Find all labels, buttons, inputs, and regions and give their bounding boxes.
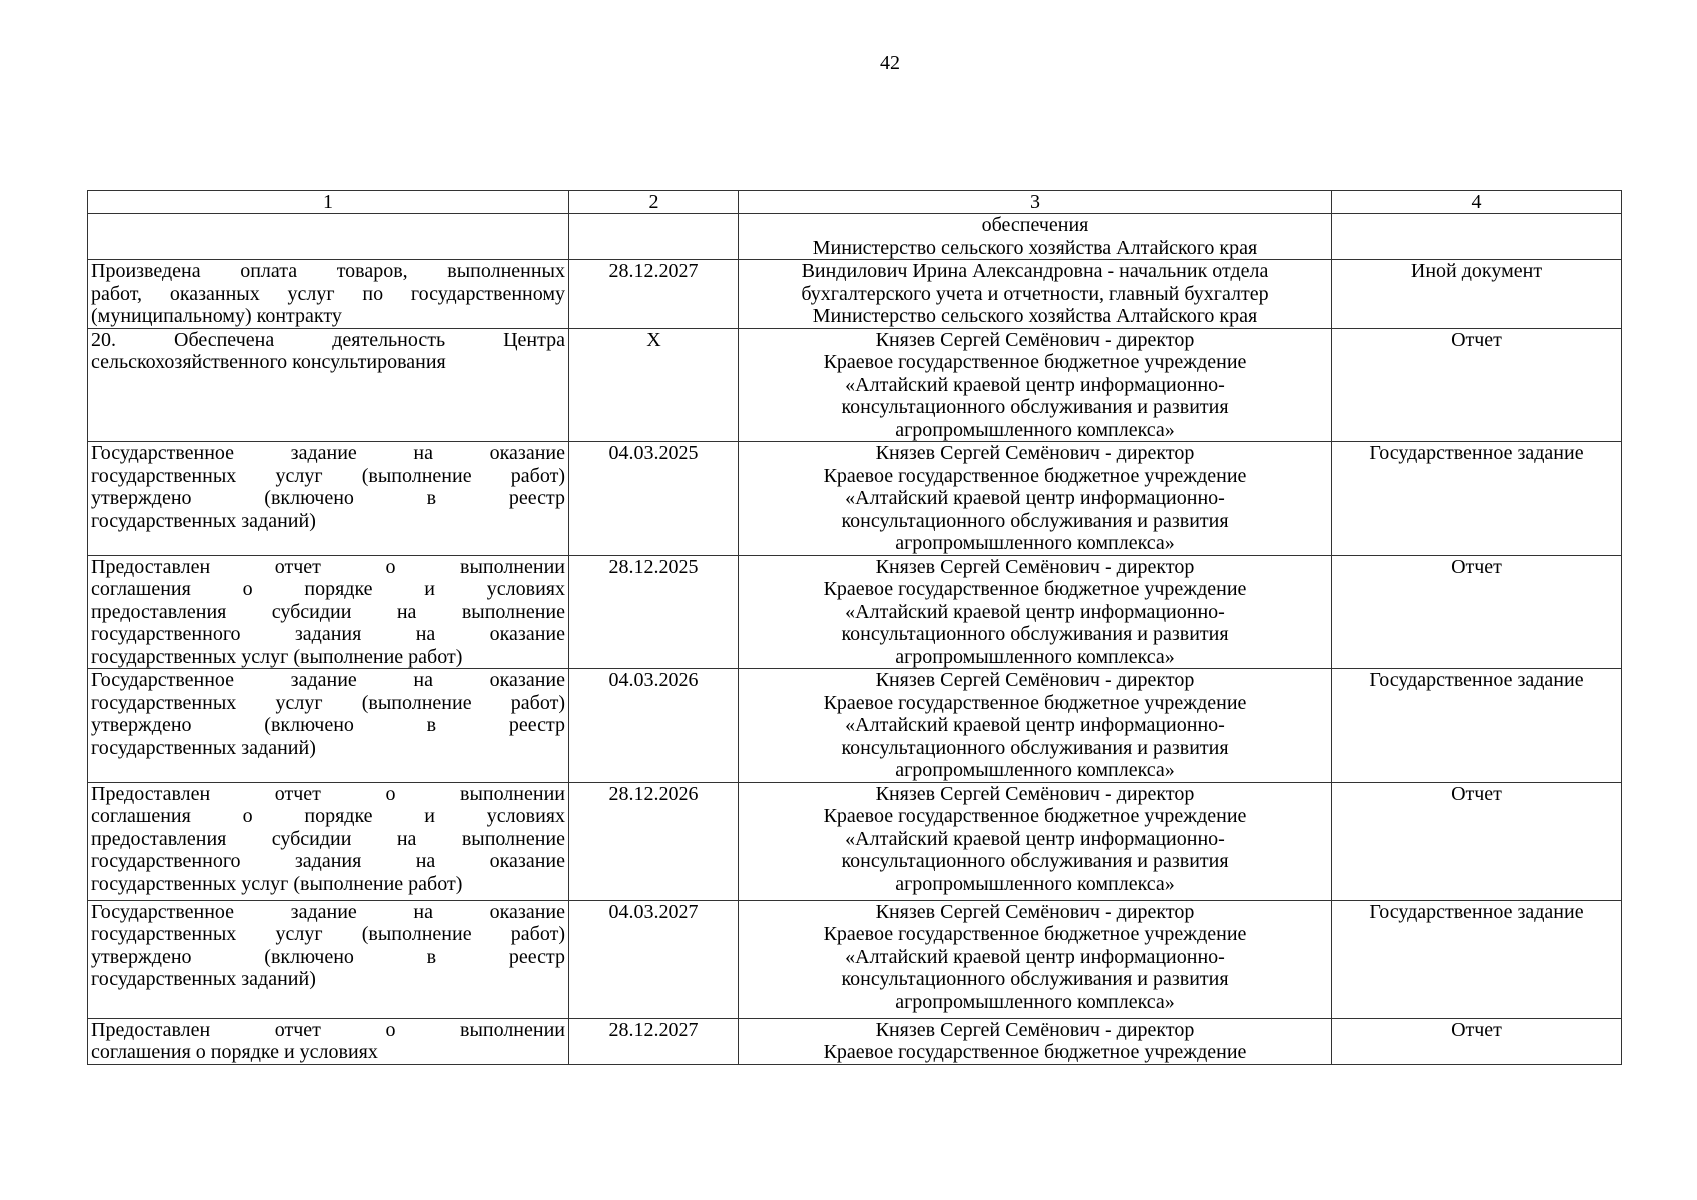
- cell-line: Предоставлен отчет о выполнении: [91, 555, 565, 578]
- table-header-row: [88, 191, 1622, 214]
- cell-event: [88, 442, 569, 556]
- cell-date: 04.03.2026: [569, 669, 739, 783]
- cell-event: [88, 669, 569, 783]
- column-header: 3: [739, 191, 1332, 214]
- cell-line: Князев Сергей Семёнович - директор: [875, 1018, 1195, 1041]
- cell-line: государственных заданий): [91, 509, 316, 532]
- cell-document-type: Иной документ: [1332, 260, 1622, 329]
- cell-document-type: Отчет: [1332, 1018, 1622, 1064]
- cell-line: консультационного обслуживания и развития: [841, 623, 1229, 645]
- cell-line: Князев Сергей Семёнович - директор: [875, 669, 1195, 691]
- cell-line: Государственное задание на оказание: [91, 900, 565, 923]
- cell-line: консультационного обслуживания и развития: [841, 850, 1229, 872]
- cell-line: консультационного обслуживания и развития: [841, 396, 1229, 418]
- cell-document-type: [1332, 214, 1622, 260]
- cell-line: агропромышленного комплекса»: [895, 418, 1175, 441]
- cell-line: государственных заданий): [91, 968, 316, 990]
- cell-document-type: Отчет: [1332, 782, 1622, 900]
- table-row: [88, 669, 1622, 783]
- cell-line: Государственное задание на оказание: [91, 669, 565, 691]
- cell-event: [88, 328, 569, 442]
- cell-event: [88, 214, 569, 260]
- cell-line: Князев Сергей Семёнович - директор: [875, 442, 1195, 464]
- cell-responsible: [739, 260, 1332, 329]
- cell-line: утверждено (включено в реестр: [91, 487, 565, 509]
- cell-line: консультационного обслуживания и развития: [841, 736, 1229, 759]
- cell-line: государственных услуг (выполнение работ): [91, 923, 565, 945]
- cell-line: бухгалтерского учета и отчетности, главный бухгалтер: [801, 282, 1269, 305]
- cell-line: Князев Сергей Семёнович - директор: [875, 900, 1195, 923]
- cell-line: «Алтайский краевой центр информационно-: [845, 373, 1225, 396]
- cell-date: 04.03.2025: [569, 442, 739, 556]
- cell-line: Князев Сергей Семёнович - директор: [875, 328, 1195, 351]
- cell-document-type: Государственное задание: [1332, 900, 1622, 1018]
- cell-document-type: Отчет: [1332, 555, 1622, 669]
- table-row: [88, 900, 1622, 1018]
- cell-line: Краевое государственное бюджетное учреждение: [823, 1041, 1247, 1063]
- cell-date: [569, 214, 739, 260]
- table-row: [88, 1018, 1622, 1064]
- cell-responsible: [739, 214, 1332, 260]
- cell-responsible: [739, 782, 1332, 900]
- cell-line: Краевое государственное бюджетное учреждение: [823, 578, 1247, 600]
- cell-line: Краевое государственное бюджетное учреждение: [823, 691, 1247, 714]
- cell-line: агропромышленного комплекса»: [895, 990, 1175, 1013]
- cell-line: Краевое государственное бюджетное учреждение: [823, 464, 1247, 487]
- cell-line: государственного задания на оказание: [91, 850, 565, 872]
- table-row: [88, 214, 1622, 260]
- cell-date: 28.12.2026: [569, 782, 739, 900]
- cell-date: 04.03.2027: [569, 900, 739, 1018]
- cell-line: (муниципальному) контракту: [91, 305, 342, 327]
- cell-line: Предоставлен отчет о выполнении: [91, 782, 565, 805]
- cell-event: [88, 900, 569, 1018]
- cell-line: утверждено (включено в реестр: [91, 945, 565, 968]
- cell-line: утверждено (включено в реестр: [91, 714, 565, 736]
- cell-event: [88, 260, 569, 329]
- cell-line: Министерство сельского хозяйства Алтайского края: [812, 305, 1258, 327]
- cell-line: Краевое государственное бюджетное учреждение: [823, 923, 1247, 945]
- cell-date: Х: [569, 328, 739, 442]
- cell-line: агропромышленного комплекса»: [895, 645, 1175, 668]
- cell-line: Предоставлен отчет о выполнении: [91, 1018, 565, 1041]
- cell-line: предоставления субсидии на выполнение: [91, 600, 565, 623]
- cell-line: государственных заданий): [91, 736, 316, 759]
- table-row: [88, 328, 1622, 442]
- cell-event: [88, 1018, 569, 1064]
- cell-line: «Алтайский краевой центр информационно-: [845, 827, 1225, 850]
- cell-line: соглашения о порядке и условиях: [91, 578, 565, 600]
- cell-line: государственных услуг (выполнение работ): [91, 645, 463, 668]
- cell-document-type: Государственное задание: [1332, 669, 1622, 783]
- cell-line: Краевое государственное бюджетное учреждение: [823, 805, 1247, 827]
- cell-responsible: [739, 900, 1332, 1018]
- schedule-table: [87, 190, 1622, 1065]
- column-header: 2: [569, 191, 739, 214]
- table-row: [88, 260, 1622, 329]
- cell-line: «Алтайский краевой центр информационно-: [845, 487, 1225, 509]
- cell-line: Князев Сергей Семёнович - директор: [875, 555, 1195, 578]
- cell-line: «Алтайский краевой центр информационно-: [845, 714, 1225, 736]
- cell-line: государственного задания на оказание: [91, 623, 565, 645]
- cell-line: сельскохозяйственного консультирования: [91, 351, 446, 373]
- cell-line: Произведена оплата товаров, выполненных: [91, 260, 565, 282]
- cell-date: 28.12.2025: [569, 555, 739, 669]
- table-row: [88, 555, 1622, 669]
- cell-responsible: [739, 555, 1332, 669]
- cell-document-type: Отчет: [1332, 328, 1622, 442]
- cell-line: Государственное задание на оказание: [91, 442, 565, 464]
- cell-document-type: Государственное задание: [1332, 442, 1622, 556]
- cell-line: предоставления субсидии на выполнение: [91, 827, 565, 850]
- cell-event: [88, 782, 569, 900]
- column-header: 4: [1332, 191, 1622, 214]
- cell-responsible: [739, 442, 1332, 556]
- cell-line: консультационного обслуживания и развития: [841, 968, 1229, 990]
- cell-line: Министерство сельского хозяйства Алтайского края: [812, 236, 1258, 259]
- cell-line: «Алтайский краевой центр информационно-: [845, 600, 1225, 623]
- table-row: [88, 782, 1622, 900]
- cell-line: Виндилович Ирина Александровна - начальник отдела: [801, 260, 1269, 282]
- cell-line: агропромышленного комплекса»: [895, 872, 1175, 895]
- cell-line: консультационного обслуживания и развития: [841, 509, 1229, 532]
- cell-line: Краевое государственное бюджетное учреждение: [823, 351, 1247, 373]
- cell-line: государственных услуг (выполнение работ): [91, 464, 565, 487]
- cell-responsible: [739, 1018, 1332, 1064]
- cell-line: «Алтайский краевой центр информационно-: [845, 945, 1225, 968]
- cell-line: соглашения о порядке и условиях: [91, 805, 565, 827]
- cell-line: агропромышленного комплекса»: [895, 532, 1175, 554]
- cell-date: 28.12.2027: [569, 260, 739, 329]
- cell-responsible: [739, 669, 1332, 783]
- table-row: [88, 442, 1622, 556]
- cell-line: агропромышленного комплекса»: [895, 759, 1175, 781]
- cell-line: обеспечения: [981, 214, 1089, 236]
- cell-line: государственных услуг (выполнение работ): [91, 872, 463, 895]
- page-number: 42: [880, 52, 900, 74]
- cell-line: соглашения о порядке и условиях: [91, 1041, 378, 1063]
- cell-responsible: [739, 328, 1332, 442]
- cell-event: [88, 555, 569, 669]
- cell-line: государственных услуг (выполнение работ): [91, 691, 565, 714]
- cell-date: 28.12.2027: [569, 1018, 739, 1064]
- cell-line: Князев Сергей Семёнович - директор: [875, 782, 1195, 805]
- cell-line: 20. Обеспечена деятельность Центра: [91, 328, 565, 351]
- column-header: 1: [88, 191, 569, 214]
- cell-line: работ, оказанных услуг по государственному: [91, 282, 565, 305]
